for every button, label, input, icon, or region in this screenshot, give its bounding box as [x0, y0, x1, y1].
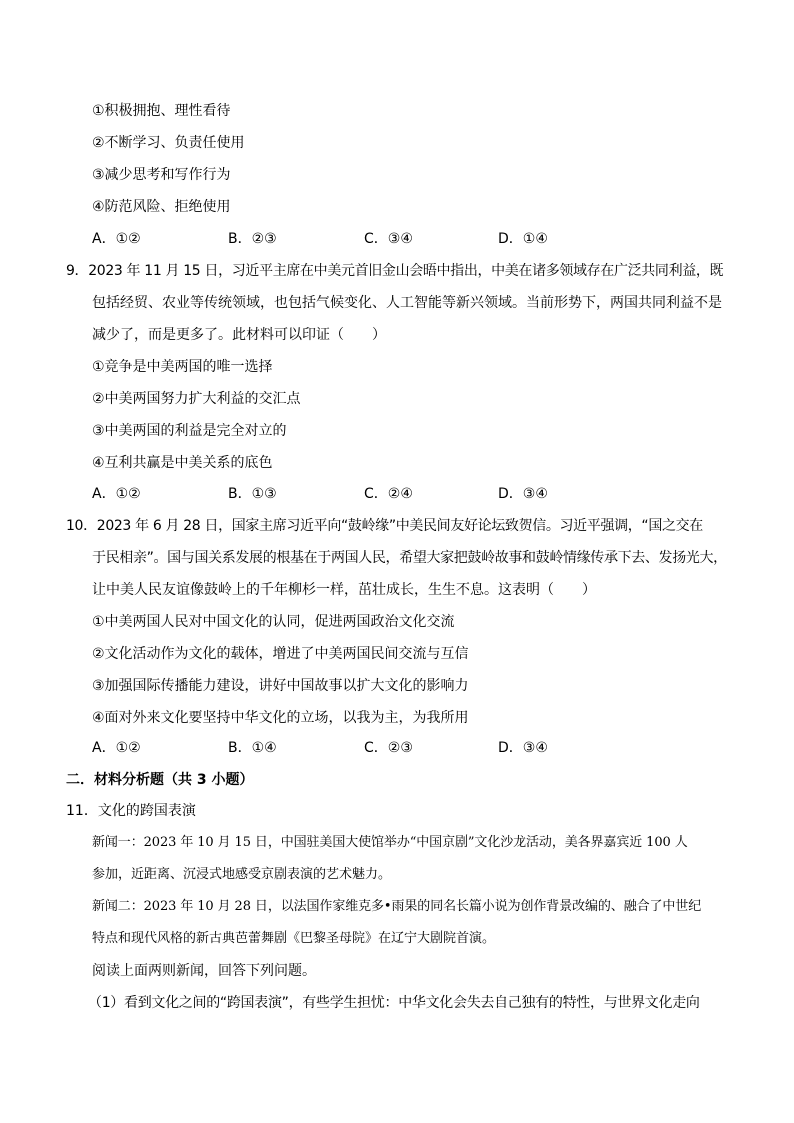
- q9-stem-line-1: 9．2023 年 11 月 15 日，习近平主席在中美元首旧金山会晤中指出，中美在诸多领域存在广泛共同利益，既: [66, 263, 724, 279]
- q11-instruction: 阅读上面两则新闻，回答下列问题。: [92, 963, 316, 979]
- q8-item-2: ②不断学习、负责任使用: [92, 135, 245, 151]
- q10-option-d: D．③④: [498, 740, 548, 756]
- q9-item-3: ③中美两国的利益是完全对立的: [92, 423, 287, 439]
- q9-item-2: ②中美两国努力扩大利益的交汇点: [92, 391, 301, 407]
- q8-option-d: D．①④: [498, 231, 548, 247]
- q10-item-2: ②文化活动作为文化的载体，增进了中美两国民间交流与互信: [92, 646, 469, 662]
- q11-subquestion-1: （1）看到文化之间的“跨国表演”，有些学生担忧：中华文化会失去自己独有的特性，与世界文化走向: [88, 995, 700, 1011]
- q8-option-a: A．①②: [92, 231, 141, 247]
- q11-news1-line-1: 新闻一：2023 年 10 月 15 日，中国驻美国大使馆举办“中国京剧”文化沙龙活动，美各界嘉宾近 100 人: [92, 835, 688, 850]
- q8-option-c: C．③④: [364, 231, 413, 247]
- q10-option-c: C．②③: [364, 740, 413, 756]
- q8-item-4: ④防范风险、拒绝使用: [92, 199, 231, 215]
- section-heading: 二．材料分析题（共 3 小题）: [66, 772, 254, 788]
- q11-news2-line-1: 新闻二：2023 年 10 月 28 日，以法国作家维克多•雨果的同名长篇小说为创作背景改编的、融合了中世纪: [92, 899, 702, 914]
- q9-option-c: C．②④: [364, 486, 413, 502]
- q10-option-b: B．①④: [228, 740, 277, 756]
- q10-stem-line-1: 10．2023 年 6 月 28 日，国家主席习近平向“鼓岭缘”中美民间友好论坛致贺信。习近平强调，“国之交在: [66, 518, 703, 534]
- q8-item-3: ③减少思考和写作行为: [92, 167, 231, 183]
- q10-option-a: A．①②: [92, 740, 141, 756]
- q9-option-b: B．①③: [228, 486, 277, 502]
- q11-news1-line-2: 参加，近距离、沉浸式地感受京剧表演的艺术魅力。: [92, 867, 392, 882]
- q9-item-4: ④互利共赢是中美关系的底色: [92, 455, 273, 471]
- q10-stem-line-2: 于民相亲”。国与国关系发展的根基在于两国人民，希望大家把鼓岭故事和鼓岭情缘传承下去、发扬光大，: [92, 550, 727, 566]
- q10-item-3: ③加强国际传播能力建设，讲好中国故事以扩大文化的影响力: [92, 678, 469, 694]
- q8-item-1: ①积极拥抱、理性看待: [92, 103, 231, 119]
- q9-option-a: A．①②: [92, 486, 141, 502]
- q11-title: 11．文化的跨国表演: [66, 803, 196, 819]
- q8-option-b: B．②③: [228, 231, 277, 247]
- q10-stem-line-3: 让中美人民友谊像鼓岭上的千年柳杉一样，茁壮成长，生生不息。这表明（ ）: [92, 582, 596, 598]
- q10-item-4: ④面对外来文化要坚持中华文化的立场，以我为主，为我所用: [92, 710, 469, 726]
- q9-stem-line-2: 包括经贸、农业等传统领域，也包括气候变化、人工智能等新兴领域。当前形势下，两国共同利益不是: [92, 295, 722, 311]
- q9-option-d: D．③④: [498, 486, 548, 502]
- q9-stem-line-3: 减少了，而是更多了。此材料可以印证（ ）: [92, 327, 386, 343]
- q10-item-1: ①中美两国人民对中国文化的认同，促进两国政治文化交流: [92, 614, 455, 630]
- q9-item-1: ①竞争是中美两国的唯一选择: [92, 359, 273, 375]
- q11-news2-line-2: 特点和现代风格的新古典芭蕾舞剧《巴黎圣母院》在辽宁大剧院首演。: [92, 931, 496, 946]
